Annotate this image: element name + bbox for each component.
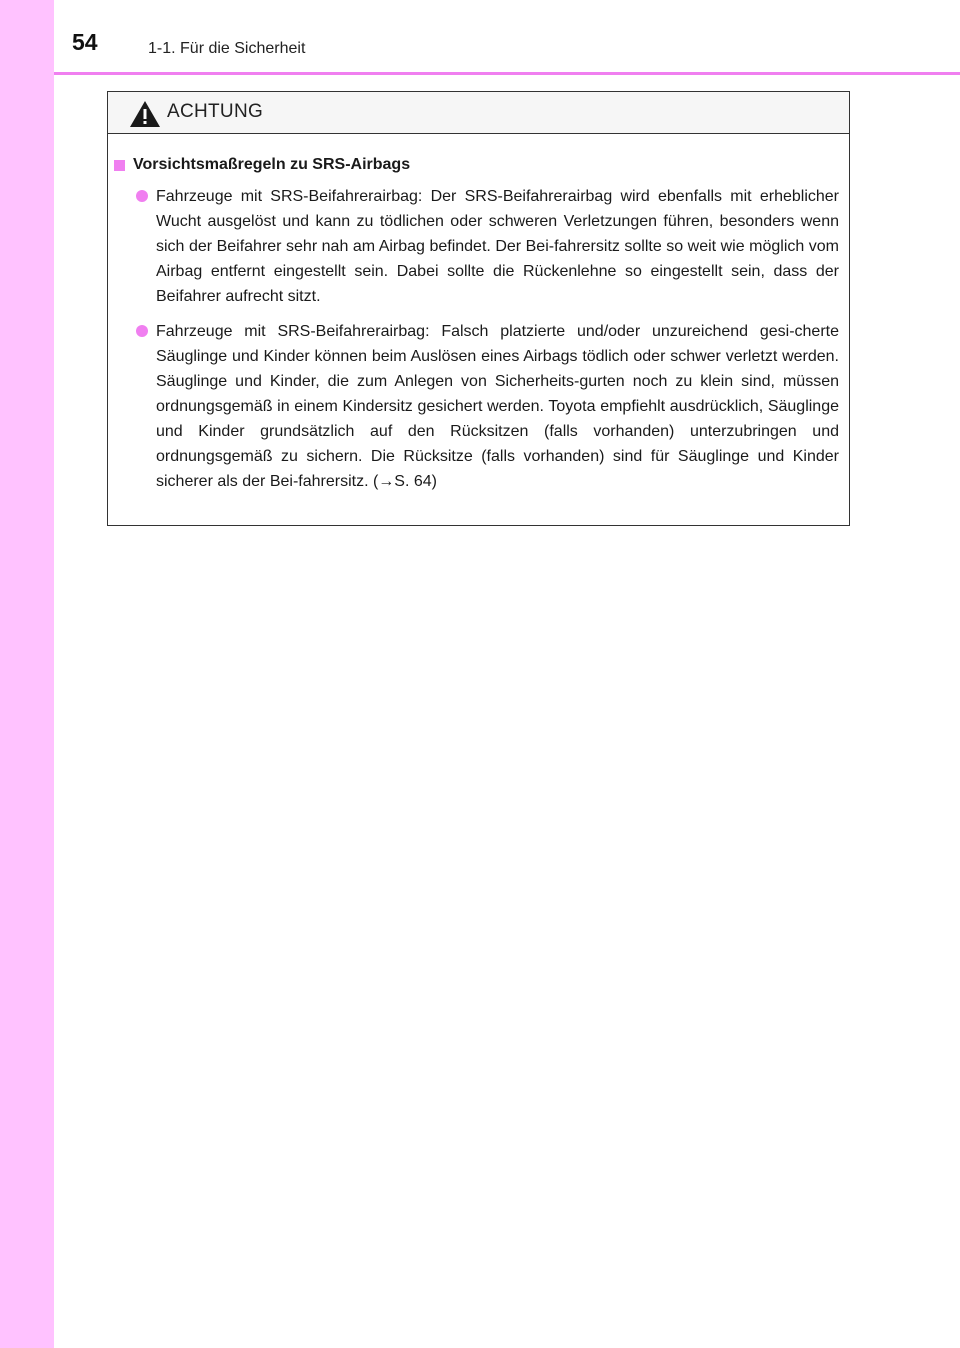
bullet-text: Fahrzeuge mit SRS-Beifahrerairbag: Der SRS-Beifahrerairbag wird ebenfalls mit erheblicher Wucht ausgelöst und kann zu tödlichen oder schweren Verletzungen führen, besonders wenn sich der Beifahrer sehr nah am Airbag befindet. Der Bei-fahrersitz sollte so weit wie möglich vom Airbag entfernt eingestellt sein. Dabei sollte die Rückenlehne so eingestellt sein, dass der Beifahrer aufrecht sitzt. (156, 188, 839, 305)
warning-triangle-icon (129, 100, 161, 128)
warning-title: ACHTUNG (167, 101, 264, 122)
page-side-tab (0, 0, 54, 1348)
section-title: 1-1. Für die Sicherheit (148, 40, 306, 57)
list-item (114, 184, 839, 309)
bullet-text: Fahrzeuge mit SRS-Beifahrerairbag: Falsch platzierte und/oder unzureichend gesi-cherte Säuglinge und Kinder können beim Auslösen eines Airbags tödlich oder schwer verletzt werden. Säuglinge und Kinder, die zum Anlegen von Sicherheits-gurten noch zu klein sind, müssen ordnungsgemäß in einem Kindersitz gesichert werden. Toyota empfiehlt ausdrücklich, Säuglinge und Kinder grundsätzlich auf den Rücksitzen (falls vorhanden) unterzubringen und ordnungsgemäß zu sichern. Die Rücksitze (falls vorhanden) sind für Säuglinge und Kinder sicherer als der Bei-fahrersitz. (→S. 64) (156, 323, 839, 490)
page-number: 54 (72, 29, 98, 55)
list-item (114, 319, 839, 494)
square-bullet-icon (114, 160, 125, 171)
warning-subheading (114, 154, 839, 176)
round-bullet-icon (136, 325, 148, 337)
subheading-text: Vorsichtsmaßregeln zu SRS-Airbags (133, 156, 411, 173)
warning-body (108, 134, 849, 494)
header-divider (54, 72, 960, 75)
page-header (0, 0, 960, 76)
warning-box (107, 91, 850, 526)
warning-header (108, 92, 849, 134)
round-bullet-icon (136, 190, 148, 202)
